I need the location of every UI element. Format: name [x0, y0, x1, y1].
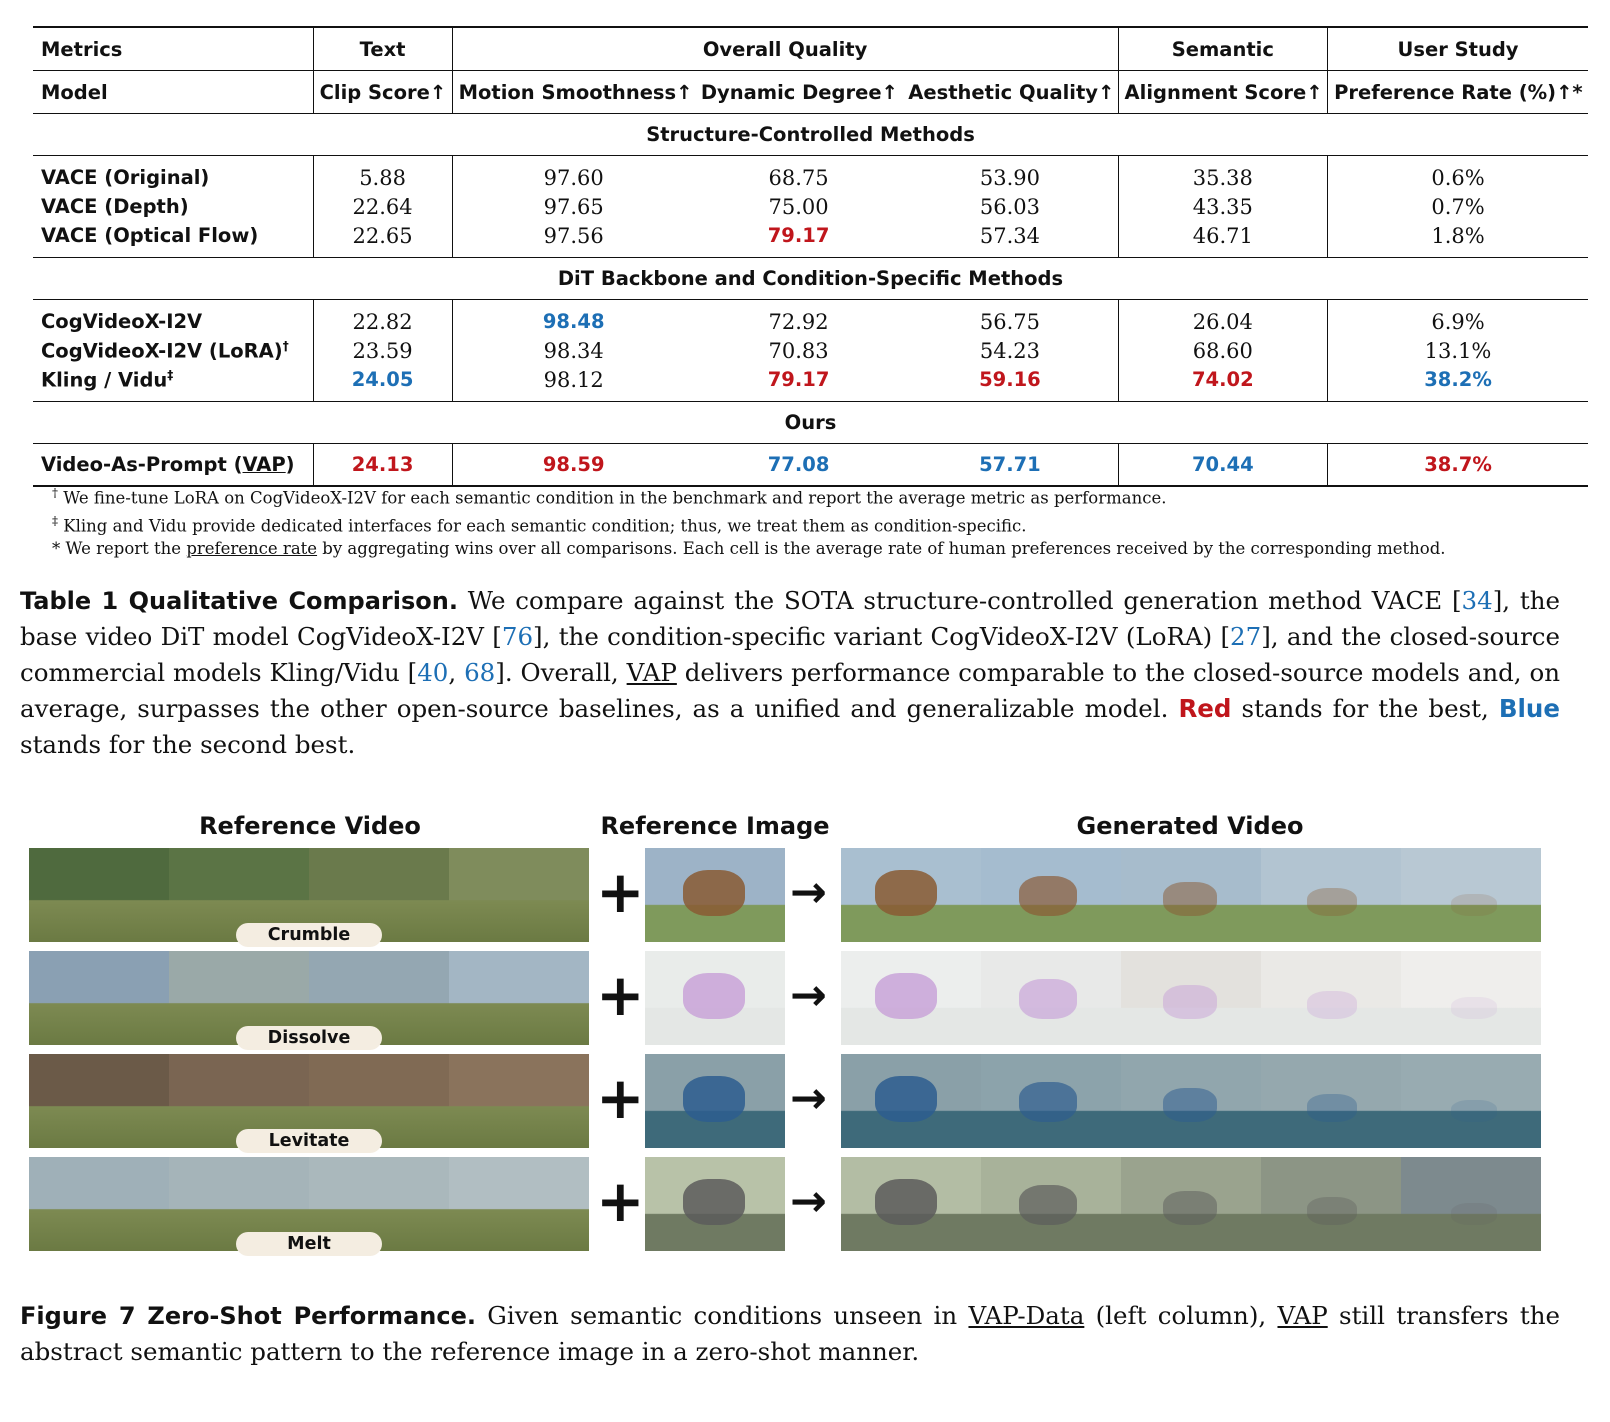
video-frame — [841, 1054, 981, 1148]
table-cell: 79.17 — [767, 224, 830, 247]
video-frame — [29, 1054, 169, 1148]
model-name: CogVideoX-I2V (LoRA)† — [33, 336, 313, 365]
generated-video-strip — [841, 848, 1541, 942]
vap-data-term: VAP-Data — [968, 1301, 1085, 1330]
citation-link[interactable]: 34 — [1461, 586, 1493, 615]
citation-link[interactable]: 76 — [501, 622, 534, 651]
table-cell: 97.60 — [543, 165, 604, 190]
table-cell: 35.38 — [1118, 156, 1328, 193]
table-row — [33, 444, 1588, 487]
header-semantic: Semantic — [1118, 27, 1328, 71]
table-cell: 68.60 — [1118, 336, 1328, 365]
video-frame — [1261, 848, 1401, 942]
table-cell: 24.13 — [313, 444, 452, 487]
table-cell: 0.6% — [1431, 165, 1485, 190]
condition-label: Levitate — [236, 1129, 382, 1153]
table-row — [33, 221, 1588, 258]
reference-image — [645, 848, 785, 942]
generated-video-strip — [841, 1054, 1541, 1148]
table-cell: 72.92 — [768, 309, 829, 334]
column-header-generated-video: Generated Video — [1076, 812, 1304, 840]
video-frame — [981, 1054, 1121, 1148]
video-frame — [841, 951, 981, 1045]
video-frame — [29, 848, 169, 942]
header-clip-score: Clip Score↑ — [313, 71, 452, 114]
video-frame — [1261, 951, 1401, 1045]
table-cell: 13.1% — [1424, 338, 1492, 363]
condition-label: Melt — [236, 1232, 382, 1256]
footnote-double-dagger: ‡ Kling and Vidu provide dedicated interfaces for each semantic condition; thus, we treat them as condition-specific. — [52, 513, 1027, 535]
table-cell: 57.71 — [902, 444, 1118, 487]
table-cell: 98.12 — [543, 367, 604, 392]
table-cell: 43.35 — [1118, 192, 1328, 221]
video-frame — [1121, 1054, 1261, 1148]
video-frame — [29, 1157, 169, 1251]
table-cell: 56.03 — [902, 192, 1118, 221]
header-metrics: Metrics — [33, 27, 313, 71]
plus-icon: + — [596, 961, 645, 1029]
table-cell: 24.05 — [313, 365, 452, 402]
table-cell: 97.56 — [543, 223, 604, 248]
video-frame — [1121, 848, 1261, 942]
video-frame — [1121, 1157, 1261, 1251]
table-row — [33, 192, 1588, 221]
arrow-right-icon: → — [790, 867, 827, 918]
table-row — [33, 336, 1588, 365]
video-frame — [981, 848, 1121, 942]
reference-image — [645, 1054, 785, 1148]
video-frame — [1401, 848, 1541, 942]
video-frame — [1261, 1054, 1401, 1148]
header-overall-quality: Overall Quality — [452, 27, 1118, 71]
generated-video-strip — [841, 1157, 1541, 1251]
group-title: Structure-Controlled Methods — [33, 114, 1588, 156]
column-header-reference-image: Reference Image — [600, 812, 830, 840]
column-header-reference-video: Reference Video — [199, 812, 421, 840]
header-motion-smoothness: Motion Smoothness↑ — [452, 71, 695, 114]
model-name: Video-As-Prompt (VAP) — [33, 444, 313, 487]
table-cell: 68.75 — [768, 165, 829, 190]
arrow-right-icon: → — [790, 970, 827, 1021]
video-frame — [449, 1054, 589, 1148]
legend-blue: Blue — [1498, 694, 1560, 723]
model-name: CogVideoX-I2V — [33, 300, 313, 337]
citation-link[interactable]: 40 — [417, 658, 449, 687]
table-cell: 79.17 — [767, 368, 830, 391]
table-cell: 5.88 — [313, 156, 452, 193]
table-caption: Table 1 Qualitative Comparison. We compare against the SOTA structure-controlled generation method VACE [34], the base video DiT model CogVideoX-I2V [76], the condition-specific variant CogVideoX-I2V (LoRA) [27], and the closed-source commercial models Kling/Vidu [40, 68]. Overall, VAP delivers performance comparable to the closed-source models and, on average, surpasses the other open-source baselines, as a unified and generalizable model. Red stands for the best, Blue stands for the second best. — [20, 586, 1561, 759]
footnotes — [52, 482, 1572, 560]
plus-icon: + — [596, 1064, 645, 1132]
table-cell: 53.90 — [902, 156, 1118, 193]
table-cell: 57.34 — [902, 221, 1118, 258]
legend-red: Red — [1178, 694, 1232, 723]
table-cell: 6.9% — [1431, 309, 1485, 334]
vap-term: VAP — [1277, 1301, 1328, 1330]
group-title: DiT Backbone and Condition-Specific Methods — [33, 258, 1588, 300]
video-frame — [29, 951, 169, 1045]
table-cell: 23.59 — [313, 336, 452, 365]
header-dynamic-degree: Dynamic Degree↑ — [695, 71, 902, 114]
table-cell: 54.23 — [902, 336, 1118, 365]
table-cell: 75.00 — [768, 194, 829, 219]
table-cell: 56.75 — [902, 300, 1118, 337]
video-frame — [841, 848, 981, 942]
video-frame — [981, 951, 1121, 1045]
header-text: Text — [313, 27, 452, 71]
arrow-right-icon: → — [790, 1176, 827, 1227]
condition-label: Dissolve — [236, 1026, 382, 1050]
table-cell: 22.64 — [313, 192, 452, 221]
footnote-dagger: † We fine-tune LoRA on CogVideoX-I2V for each semantic condition in the benchmark and report the average metric as performance. — [52, 486, 1167, 508]
figure-caption-label: Figure 7 Zero-Shot Performance. — [20, 1302, 476, 1330]
figure-caption: Figure 7 Zero-Shot Performance. Given semantic conditions unseen in VAP-Data (left column), VAP still transfers the abstract semantic pattern to the reference image in a zero-shot manner. — [20, 1301, 1561, 1366]
plus-icon: + — [596, 858, 645, 926]
plus-icon: + — [596, 1167, 645, 1235]
video-frame — [841, 1157, 981, 1251]
group-title: Ours — [33, 402, 1588, 444]
header-model: Model — [33, 71, 313, 114]
table-cell: 98.48 — [542, 310, 605, 333]
model-name: VACE (Depth) — [33, 192, 313, 221]
header-aesthetic-quality: Aesthetic Quality↑ — [902, 71, 1118, 114]
generated-video-strip — [841, 951, 1541, 1045]
table-cell: 38.2% — [1424, 368, 1492, 391]
model-name: VACE (Optical Flow) — [33, 221, 313, 258]
table-cell: 0.7% — [1431, 194, 1485, 219]
table-cell: 70.83 — [768, 338, 829, 363]
table-row — [33, 365, 1588, 402]
header-user-study: User Study — [1328, 27, 1588, 71]
table-cell: 22.65 — [313, 221, 452, 258]
condition-label: Crumble — [236, 923, 382, 947]
citation-link[interactable]: 68 — [464, 658, 496, 687]
video-frame — [1261, 1157, 1401, 1251]
video-frame — [1401, 1054, 1541, 1148]
video-frame — [449, 1157, 589, 1251]
table-row — [33, 156, 1588, 193]
model-name: Kling / Vidu‡ — [33, 365, 313, 402]
table-cell: 22.82 — [313, 300, 452, 337]
table-cell: 98.34 — [543, 338, 604, 363]
reference-image — [645, 951, 785, 1045]
table-cell: 77.08 — [695, 444, 902, 487]
header-alignment-score: Alignment Score↑ — [1118, 71, 1328, 114]
table-cell: 1.8% — [1431, 223, 1485, 248]
video-frame — [1121, 951, 1261, 1045]
table-cell: 26.04 — [1118, 300, 1328, 337]
header-preference-rate: Preference Rate (%)↑* — [1328, 71, 1588, 114]
table-cell: 74.02 — [1118, 365, 1328, 402]
table-cell: 38.7% — [1328, 444, 1588, 487]
arrow-right-icon: → — [790, 1073, 827, 1124]
citation-link[interactable]: 27 — [1230, 622, 1262, 651]
video-frame — [1401, 1157, 1541, 1251]
table-row — [33, 300, 1588, 337]
vap-term: VAP — [626, 658, 677, 687]
table-caption-label: Table 1 Qualitative Comparison. — [20, 587, 458, 615]
video-frame — [981, 1157, 1121, 1251]
table-cell: 98.59 — [452, 444, 695, 487]
table-cell: 59.16 — [902, 365, 1118, 402]
video-frame — [449, 951, 589, 1045]
table-cell: 46.71 — [1118, 221, 1328, 258]
model-name: VACE (Original) — [33, 156, 313, 193]
table-body — [33, 114, 1588, 487]
reference-image — [645, 1157, 785, 1251]
video-frame — [1401, 951, 1541, 1045]
results-table — [33, 26, 1588, 487]
table-cell: 97.65 — [543, 194, 604, 219]
video-frame — [449, 848, 589, 942]
table-cell: 70.44 — [1118, 444, 1328, 487]
footnote-asterisk: * We report the preference rate by aggregating wins over all comparisons. Each cell is the average rate of human preferences received by the corresponding method. — [52, 539, 1446, 558]
